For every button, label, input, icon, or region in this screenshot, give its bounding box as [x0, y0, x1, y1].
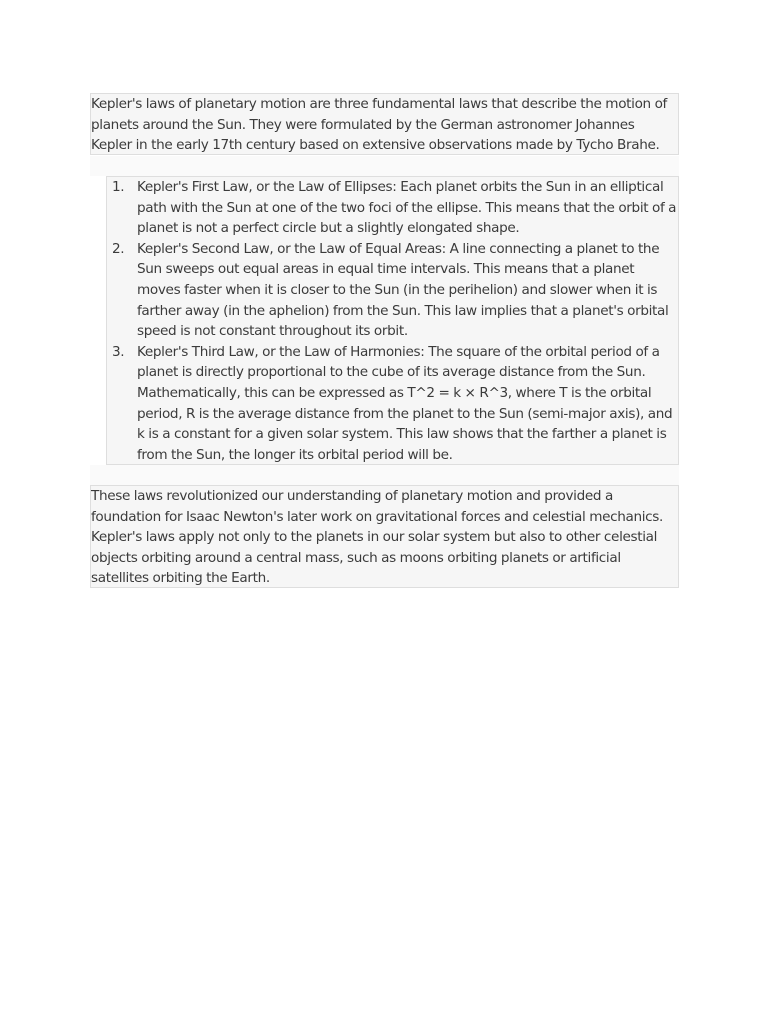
laws-list: [112, 177, 678, 465]
list-item-first-law: [112, 177, 678, 239]
list-item-number: 2.: [112, 240, 125, 257]
intro-paragraph: Kepler's laws of planetary motion are three fundamental laws that describe the motion of planets around the Sun. They were formulated by the German astronomer Johannes Kepler in the early 17th century based on extensive observations made by Tycho Brahe.: [91, 96, 667, 154]
list-item-third-law: [112, 342, 678, 466]
list-item-text: Kepler's Second Law, or the Law of Equal Areas: A line connecting a planet to the Sun sweeps out equal areas in equal time intervals. This means that a planet moves faster when it is closer to the Sun (in the perihelion) and slower when it is farther away (in the aphelion) from the Sun. This law implies that a planet's orbital speed is not constant throughout its orbit.: [137, 240, 669, 340]
laws-list-block: [106, 176, 679, 465]
spacer-band: [90, 465, 679, 485]
conclusion-paragraph-block: [90, 485, 679, 588]
list-item-text: Kepler's Third Law, or the Law of Harmonies: The square of the orbital period of a planet is directly proportional to the cube of its average distance from the Sun. Mathematically, this can be expressed as T^2 = k × R^3, where T is the orbital period, R is the average distance from the planet to the Sun (semi-major axis), and k is a constant for a given solar system. This law shows that the farther a planet is from the Sun, the longer its orbital period will be.: [137, 343, 673, 463]
conclusion-paragraph: These laws revolutionized our understanding of planetary motion and provided a foundation for Isaac Newton's later work on gravitational forces and celestial mechanics. Kepler's laws apply not only to the planets in our solar system but also to other celestial objects orbiting around a central mass, such as moons orbiting planets or artificial satellites orbiting the Earth.: [91, 488, 664, 587]
spacer-band: [90, 156, 679, 176]
list-item-number: 1.: [112, 179, 125, 195]
list-item-number: 3.: [112, 343, 125, 360]
intro-paragraph-block: [90, 93, 679, 155]
list-item-text: Kepler's First Law, or the Law of Ellipses: Each planet orbits the Sun in an elliptical path with the Sun at one of the two foci of the ellipse. This means that the orbit of a planet is not a perfect circle but a slightly elongated shape.: [137, 179, 677, 237]
list-item-second-law: [112, 239, 678, 342]
